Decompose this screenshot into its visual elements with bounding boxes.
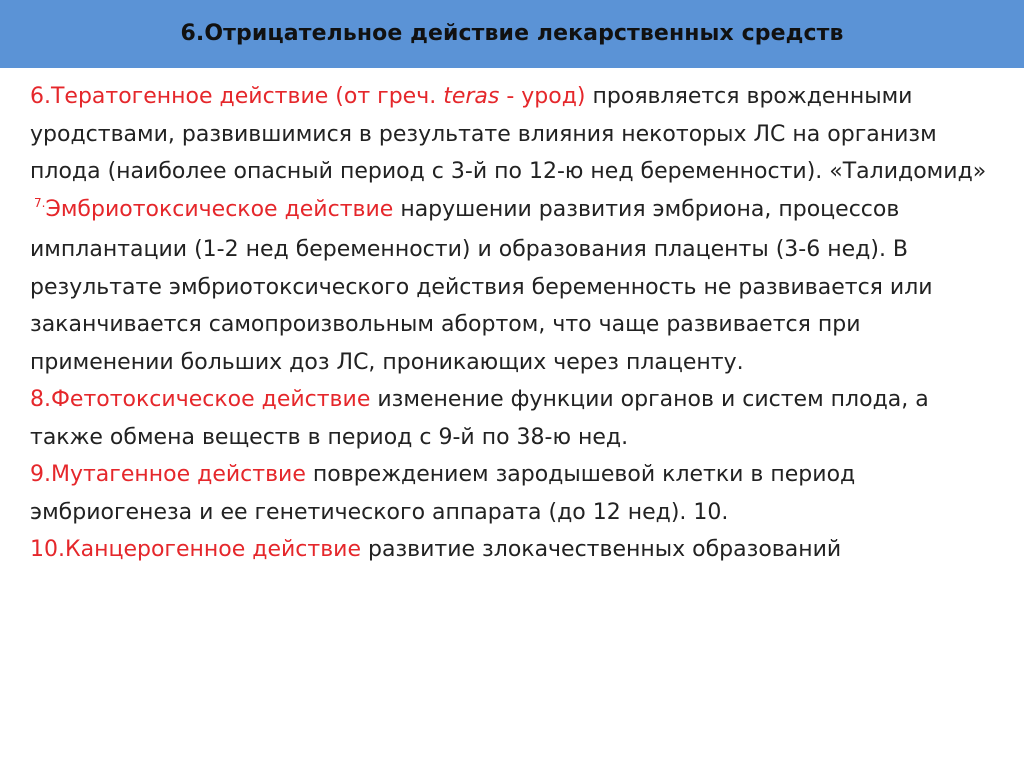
teratogenic-heading-suffix: - урод)	[499, 84, 586, 109]
slide-title: 6.Отрицательное действие лекарственных средств	[180, 20, 844, 46]
embryotoxic-heading: Эмбриотоксическое действие	[45, 196, 394, 222]
teratogenic-description: проявляется врожденными уродствами, развившимися в результате влияния некоторых ЛС на организм плода (наиболее опасный период с 3-й по 12-ю нед беременности). «Талидомид»	[30, 84, 987, 184]
teratogenic-heading-prefix: 6.Тератогенное действие (от греч.	[30, 84, 444, 109]
teratogenic-heading-term: teras	[443, 84, 500, 109]
fetotoxic-description: изменение функции органов и систем плода, а также обмена веществ в период с 9-й по 38-ю нед.	[30, 387, 929, 450]
fetotoxic-paragraph	[30, 381, 1005, 456]
embryotoxic-description: нарушении развития эмбриона, процессов имплантации (1-2 нед беременности) и образования плаценты (3-6 нед). В результате эмбриотоксического действия беременность не развивается или заканчивается самопроизвольным абортом, что чаще развивается при применении больших доз ЛС, проникающих через плаценту.	[30, 196, 933, 375]
mutagenic-heading: 9.Мутагенное действие	[30, 462, 306, 487]
embryotoxic-number: 7.	[34, 195, 46, 210]
fetotoxic-heading: 8.Фетотоксическое действие	[30, 387, 371, 412]
title-bar	[0, 0, 1024, 68]
slide-body	[30, 78, 1005, 569]
teratogenic-paragraph	[30, 78, 1005, 191]
embryotoxic-paragraph	[30, 191, 1005, 382]
mutagenic-description: повреждением зародышевой клетки в период эмбриогенеза и ее генетического аппарата (до 12 нед). 10.	[30, 462, 856, 525]
carcinogenic-heading: 10.Канцерогенное действие	[30, 537, 362, 562]
mutagenic-paragraph	[30, 456, 1005, 531]
carcinogenic-description: развитие злокачественных образований	[361, 537, 842, 562]
carcinogenic-paragraph	[30, 531, 1005, 569]
